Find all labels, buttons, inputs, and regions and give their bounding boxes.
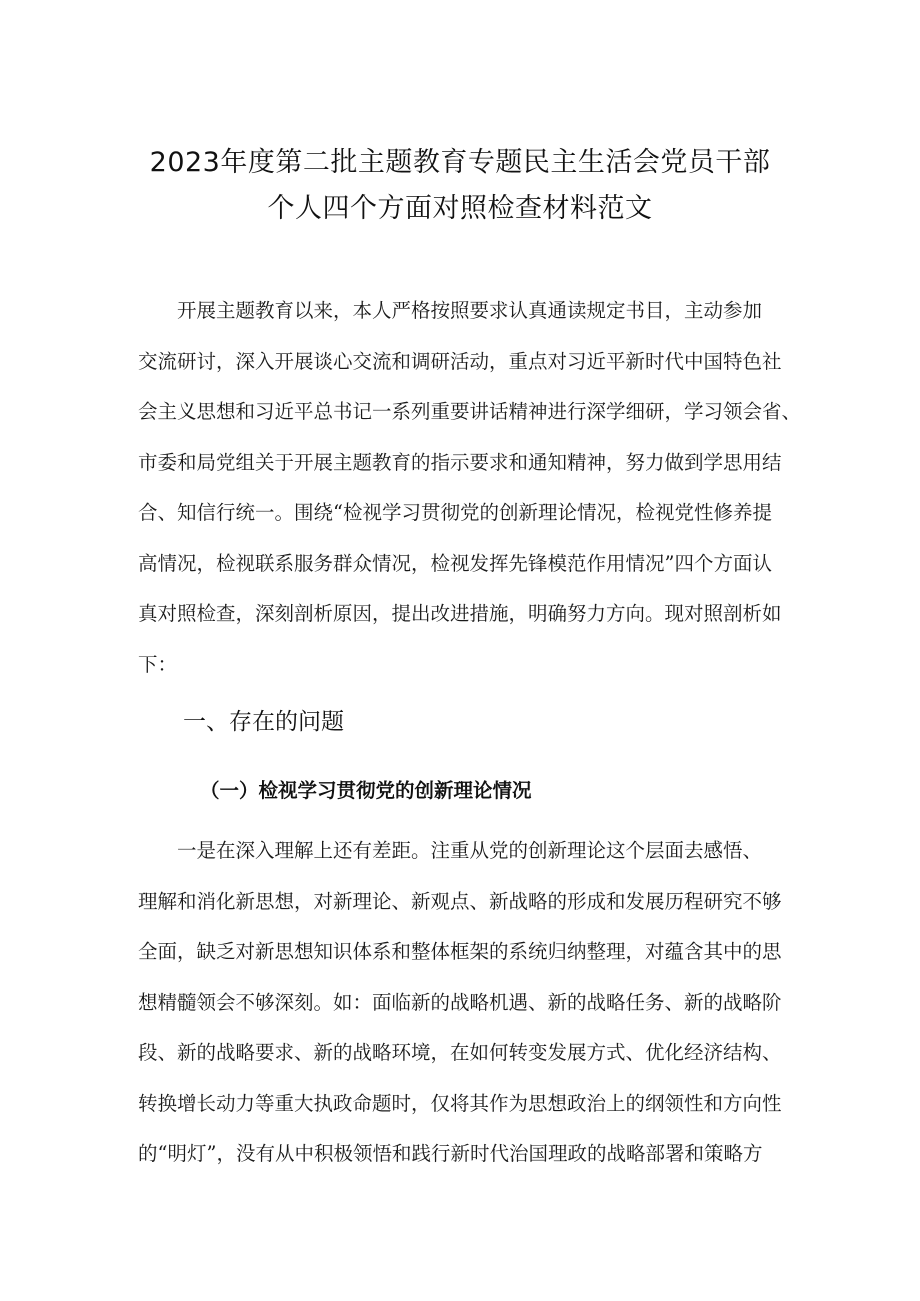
body-line: 全面，缺乏对新思想知识体系和整体框架的系统归纳整理，对蕴含其中的思 xyxy=(138,940,782,963)
intro-line: 下： xyxy=(138,652,178,676)
intro-line: 合、知信行统一。围绕“检视学习贯彻党的创新理论情况，检视党性修养提 xyxy=(138,501,772,524)
body-paragraph xyxy=(138,826,798,1180)
document-title-line-2: 个人四个方面对照检查材料范文 xyxy=(267,193,653,224)
subsection-heading: （一）检视学习贯彻党的创新理论情况 xyxy=(200,779,532,802)
body-line: 的“明灯”，没有从中积极领悟和践行新时代治国理政的战略部署和策略方 xyxy=(138,1142,763,1165)
intro-line: 市委和局党组关于开展主题教育的指示要求和通知精神，努力做到学思用结 xyxy=(138,450,782,474)
intro-line: 会主义思想和习近平总书记一系列重要讲话精神进行深学细研，学习领会省、 xyxy=(138,400,802,423)
body-line: 转换增长动力等重大执政命题时，仅将其作为思想政治上的纲领性和方向性 xyxy=(138,1091,782,1115)
body-line: 段、新的战略要求、新的战略环境，在如何转变发展方式、优化经济结构、 xyxy=(138,1041,782,1064)
document-title-line-1: 2023年度第二批主题教育专题民主生活会党员干部 xyxy=(149,147,771,178)
intro-line: 高情况，检视联系服务群众情况，检视发挥先锋模范作用情况”四个方面认 xyxy=(138,551,772,575)
intro-line: 开展主题教育以来，本人严格按照要求认真通读规定书目，主动参加 xyxy=(138,299,763,322)
intro-line: 交流研讨，深入开展谈心交流和调研活动，重点对习近平新时代中国特色社 xyxy=(138,349,782,373)
section-heading: 一、存在的问题 xyxy=(183,709,344,735)
body-line: 想精髓领会不够深刻。如：面临新的战略机遇、新的战略任务、新的战略阶 xyxy=(138,990,782,1014)
body-line: 一是在深入理解上还有差距。注重从党的创新理论这个层面去感悟、 xyxy=(138,839,763,862)
intro-line: 真对照检查，深刻剖析原因，提出改进措施，明确努力方向。现对照剖析如 xyxy=(138,602,782,625)
body-line: 理解和消化新思想，对新理论、新观点、新战略的形成和发展历程研究不够 xyxy=(138,889,782,913)
intro-paragraph xyxy=(138,286,802,690)
